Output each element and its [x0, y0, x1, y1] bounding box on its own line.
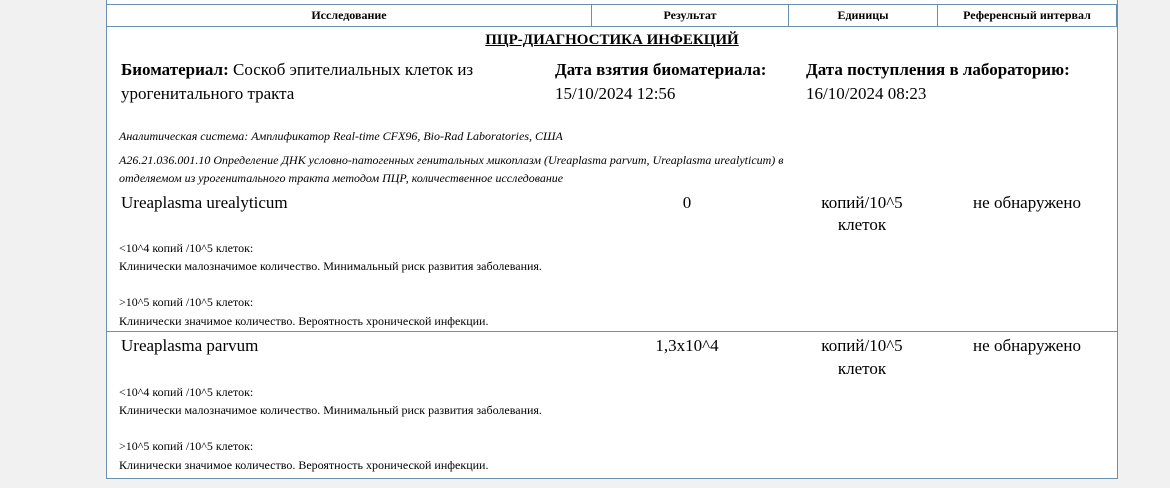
section-title: ПЦР-ДИАГНОСТИКА ИНФЕКЦИЙ	[485, 32, 739, 48]
method-line2: отделяемом из урогенитального тракта методом ПЦР, количественное исследование	[119, 171, 564, 185]
biomaterial-line1	[121, 60, 473, 80]
header-reference: Референсный интервал	[937, 4, 1117, 27]
biomaterial-value: Соскоб эпителиальных клеток из	[228, 60, 474, 79]
result-value: 1,3x10^4	[655, 336, 719, 355]
sample-date-label: Дата взятия биоматериала:	[555, 60, 767, 79]
method-line1: A26.21.036.001.10 Определение ДНК условно-патогенных генитальных микоплазм (Ureaplasma parvum, Ureaplasma urealyticum) в	[119, 153, 784, 167]
received-date-label: Дата поступления в лабораторию:	[806, 60, 1070, 79]
received-date-value: 16/10/2024 08:23	[806, 84, 927, 103]
note-title: >10^5 копий /10^5 клеток:	[119, 439, 254, 453]
header-units: Единицы	[788, 4, 938, 27]
note-title: <10^4 копий /10^5 клеток:	[119, 241, 254, 255]
result-units-line1: копий/10^5	[821, 336, 903, 355]
result-name: Ureaplasma parvum	[121, 336, 259, 355]
result-units-line2: клеток	[837, 359, 887, 378]
biomaterial-line2: урогенитального тракта	[121, 84, 295, 103]
lab-report-sheet	[106, 0, 1118, 479]
result-units-line2: клеток	[837, 215, 887, 234]
result-units-line1: копий/10^5	[821, 193, 903, 212]
note-text: Клинически значимое количество. Вероятность хронической инфекции.	[119, 458, 489, 472]
result-value: 0	[682, 193, 692, 212]
note-text: Клинически малозначимое количество. Минимальный риск развития заболевания.	[119, 403, 542, 417]
analytic-system: Аналитическая система: Амплификатор Real-time CFX96, Bio-Rad Laboratories, США	[119, 129, 563, 143]
result-reference: не обнаружено	[973, 193, 1081, 212]
note-title: <10^4 копий /10^5 клеток:	[119, 385, 254, 399]
sample-date-value: 15/10/2024 12:56	[555, 84, 676, 103]
result-name: Ureaplasma urealyticum	[121, 193, 288, 212]
biomaterial-label: Биоматериал:	[121, 60, 229, 79]
header-result: Результат	[591, 4, 789, 27]
note-text: Клинически значимое количество. Вероятность хронической инфекции.	[119, 314, 489, 328]
note-text: Клинически малозначимое количество. Минимальный риск развития заболевания.	[119, 259, 542, 273]
row-divider	[107, 331, 1117, 332]
result-reference: не обнаружено	[973, 336, 1081, 355]
note-title: >10^5 копий /10^5 клеток:	[119, 295, 254, 309]
header-study: Исследование	[106, 4, 592, 27]
